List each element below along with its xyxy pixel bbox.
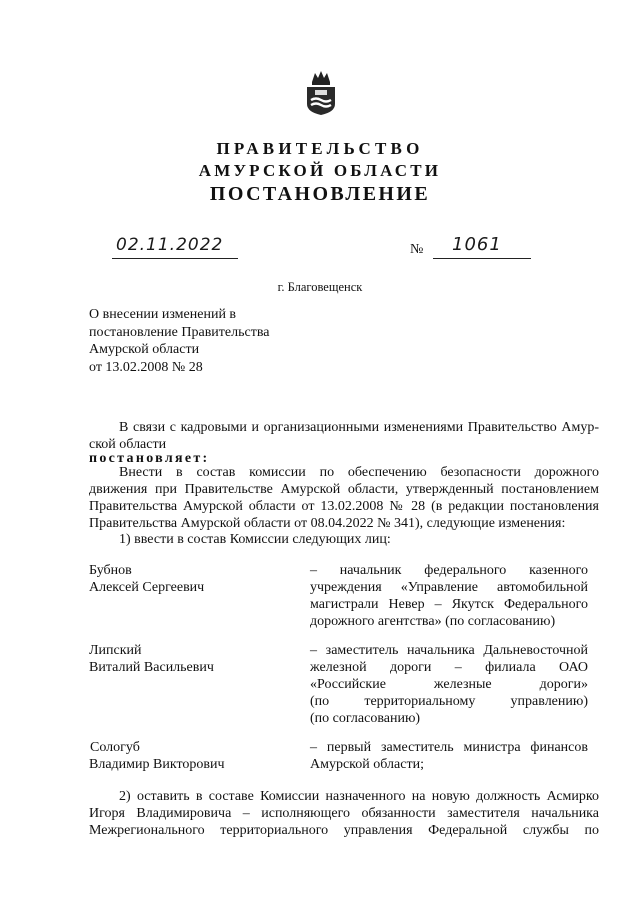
person-given-names: Алексей Сергеевич	[89, 580, 205, 595]
header-government: ПРАВИТЕЛЬСТВО	[216, 139, 424, 158]
decree-word: постановляет:	[89, 451, 210, 466]
item-1: 1) ввести в состав Комиссии следующих лиц:	[119, 532, 391, 547]
date-underline	[112, 258, 238, 259]
position-line: учреждения «Управление автомобильной	[310, 580, 588, 595]
paragraph-line: Правительства Амурской области от 13.02.2008 № 28 (в редакции постановления	[89, 499, 599, 514]
person-position	[310, 739, 588, 773]
document-subject	[89, 306, 269, 376]
position-line: (по согласованию)	[310, 711, 421, 726]
paragraph-line: Внести в состав комиссии по обеспечению безопасности дорожного	[119, 465, 599, 480]
position-line: «Российские железные дороги»	[310, 677, 588, 692]
position-line: – первый заместитель министра финансов	[310, 740, 588, 755]
position-line: – заместитель начальника Дальневосточной	[310, 643, 588, 658]
position-line: железной дороги – филиала ОАО	[310, 660, 588, 675]
paragraph-line: Межрегионального территориального управления Федеральной службы по	[89, 823, 599, 838]
header-region: АМУРСКОЙ ОБЛАСТИ	[198, 161, 442, 180]
coat-of-arms-emblem	[303, 70, 339, 116]
subject-line: от 13.02.2008 № 28	[89, 359, 203, 375]
position-line: дорожного агентства» (по согласованию)	[310, 614, 556, 629]
subject-line: постановление Правительства	[89, 324, 270, 340]
person-surname: Сологуб	[90, 740, 140, 755]
position-line: магистрали Невер – Якутск Федерального	[310, 597, 588, 612]
person-name	[89, 739, 225, 773]
person-surname: Липский	[89, 643, 142, 658]
paragraph-line: движения при Правительстве Амурской области, утвержденный постановлением	[89, 482, 599, 497]
position-line: – начальник федерального казенного	[310, 563, 588, 578]
paragraph-line: 2) оставить в составе Комиссии назначенного на новую должность Асмирко	[119, 789, 599, 804]
person-position	[310, 562, 588, 630]
paragraph-line: Игоря Владимировича – исполняющего обязанности заместителя начальника	[89, 806, 599, 821]
subject-line: Амурской области	[89, 342, 200, 357]
header-document-type: ПОСТАНОВЛЕНИЕ	[209, 183, 431, 205]
intro-paragraph	[89, 419, 599, 453]
person-surname: Бубнов	[89, 563, 132, 578]
handwritten-number: 1061	[452, 234, 502, 255]
paragraph-line: В связи с кадровыми и организационными изменениями Правительство Амур-	[119, 420, 599, 435]
person-given-names: Виталий Васильевич	[89, 660, 214, 675]
main-paragraph	[89, 464, 599, 532]
city: г. Благовещенск	[277, 280, 363, 294]
person-name	[89, 562, 204, 596]
person-given-names: Владимир Викторович	[89, 757, 225, 772]
handwritten-date: 02.11.2022	[116, 235, 224, 255]
number-underline	[433, 258, 531, 259]
person-name	[89, 642, 214, 676]
paragraph-line: Правительства Амурской области от 08.04.2022 № 341), следующие изменения:	[89, 516, 566, 531]
position-line: (по территориальному управлению)	[310, 694, 588, 709]
number-label: №	[410, 242, 424, 257]
subject-line: О внесении изменений в	[89, 307, 237, 322]
item-2-paragraph	[89, 788, 599, 839]
person-position	[310, 642, 588, 727]
position-line: Амурской области;	[310, 757, 424, 772]
paragraph-line: ской области	[89, 437, 167, 452]
